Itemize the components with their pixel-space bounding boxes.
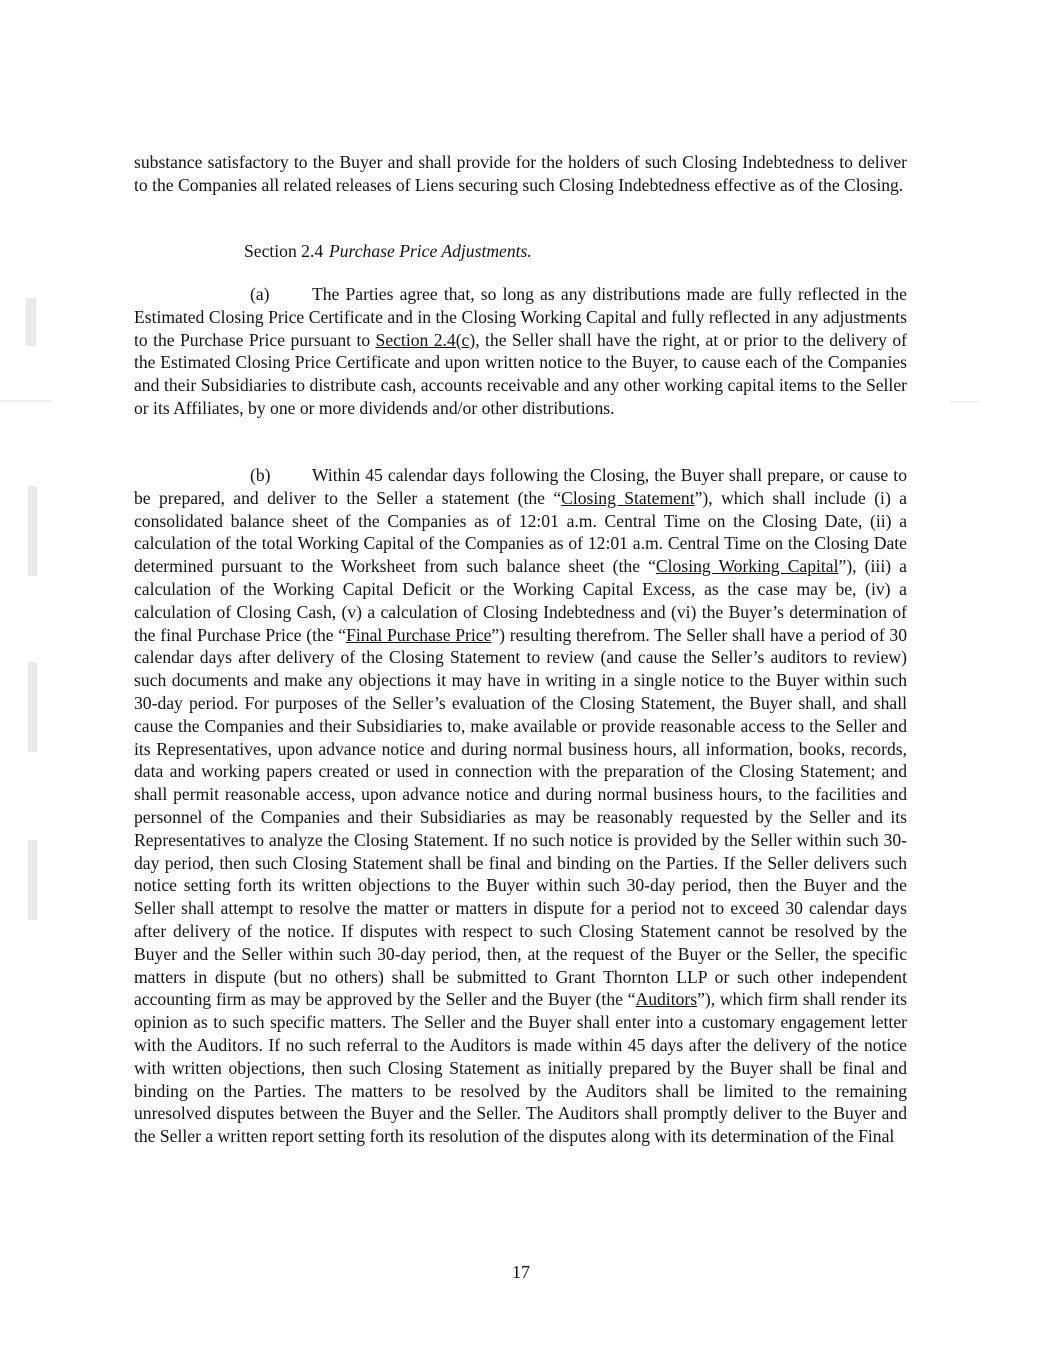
scan-artifact: [950, 401, 980, 403]
opening-paragraph-text: substance satisfactory to the Buyer and shall provide for the holders of such Closing Indebtedness to deliver to the Companies all related releases of Liens securing such Closing Indebtedness effective as of the Closing.: [134, 152, 907, 195]
paragraph-b: [134, 464, 907, 1148]
section-heading: [244, 240, 532, 263]
paragraph-a-label: (a): [250, 284, 270, 304]
paragraph-b-text: Within 45 calendar days following the Closing, the Buyer shall prepare, or cause to be prepared, and deliver to the Seller a statement (the “: [134, 465, 907, 508]
paragraph-b-text: ”) resulting therefrom. The Seller shall have a period of 30 calendar days after delivery of the Closing Statement to review (and cause the Seller’s auditors to review) such documents and make any objections it may have in writing in a single notice to the Buyer within such 30-day period. For purposes of the Seller’s evaluation of the Closing Statement, the Buyer shall, and shall cause the Companies and their Subsidiaries to, make available or provide reasonable access to the Seller and its Representatives, upon advance notice and during normal business hours, all information, books, records, data and working papers created or used in connection with the preparation of the Closing Statement; and shall permit reasonable access, upon advance notice and during normal business hours, to the facilities and personnel of the Companies and their Subsidiaries as may be reasonably requested by the Seller and its Representatives to analyze the Closing Statement. If no such notice is provided by the Seller within such 30-day period, then such Closing Statement shall be final and binding on the Parties. If the Seller delivers such notice setting forth its written objections to the Buyer within such 30-day period, then the Buyer and the Seller shall attempt to resolve the matter or matters in dispute for a period not to exceed 30 calendar days after delivery of the notice. If disputes with respect to such Closing Statement cannot be resolved by the Buyer and the Seller within such 30-day period, then, at the request of the Buyer or the Seller, the specific matters in dispute (but no others) shall be submitted to Grant Thornton LLP or such other independent accounting firm as may be approved by the Seller and the Buyer (the “: [134, 624, 907, 1010]
scan-artifact: [0, 400, 52, 402]
defined-term-auditors: Auditors: [635, 989, 698, 1010]
paragraph-a: [134, 283, 907, 420]
scan-artifact: [28, 662, 37, 752]
defined-term-final-purchase-price: Final Purchase Price: [346, 624, 492, 645]
paragraph-a-text: The Parties agree that, so long as any distributions made are fully reflected in the Estimated Closing Price Certificate and in the Closing Working Capital and fully reflected in any adjustments to the Purchase Price pursuant to: [134, 284, 907, 350]
defined-term-closing-working-capital: Closing Working Capital: [655, 556, 839, 577]
section-number: Section 2.4: [244, 241, 324, 261]
defined-term-closing-statement: Closing Statement: [561, 487, 695, 508]
paragraph-b-label: (b): [250, 465, 271, 485]
page-number: 17: [512, 1262, 530, 1282]
section-title: Purchase Price Adjustments.: [329, 241, 532, 261]
paragraph-a-text: , the Seller shall have the right, at or prior to the delivery of the Estimated Closing Price Certificate and upon written notice to the Buyer, to cause each of the Companies and their Subsidiaries to distribute cash, accounts receivable and any other working capital items to the Seller or its Affiliates, by one or more dividends and/or other distributions.: [134, 329, 907, 418]
paragraph-b-text: ”), (iii) a calculation of the Working Capital Deficit or the Working Capital Excess, as the case may be, (iv) a calculation of Closing Cash, (v) a calculation of Closing Indebtedness and (vi) the Buyer’s determination of the final Purchase Price (the “: [134, 556, 907, 645]
scan-artifact: [28, 486, 37, 576]
scan-artifact: [28, 840, 37, 920]
section-reference-link[interactable]: Section 2.4(c): [375, 329, 476, 350]
opening-paragraph: [134, 151, 907, 197]
paragraph-b-text: ”), which shall include (i) a consolidated balance sheet of the Companies as of 12:01 a.m. Central Time on the Closing Date, (ii) a calculation of the total Working Capital of the Companies as of 12:01 a.m. Central Time on the Closing Date determined pursuant to the Worksheet from such balance sheet (the “: [134, 487, 907, 577]
scan-artifact: [26, 298, 36, 346]
paragraph-b-text: ”), which firm shall render its opinion as to such specific matters. The Seller and the Buyer shall enter into a customary engagement letter with the Auditors. If no such referral to the Auditors is made within 45 days after the delivery of the notice with written objections, then such Closing Statement as initially prepared by the Buyer shall be final and binding on the Parties. The matters to be resolved by the Auditors shall be limited to the remaining unresolved disputes between the Buyer and the Seller. The Auditors shall promptly deliver to the Buyer and the Seller a written report setting forth its resolution of the disputes along with its determination of the Final: [134, 989, 907, 1147]
